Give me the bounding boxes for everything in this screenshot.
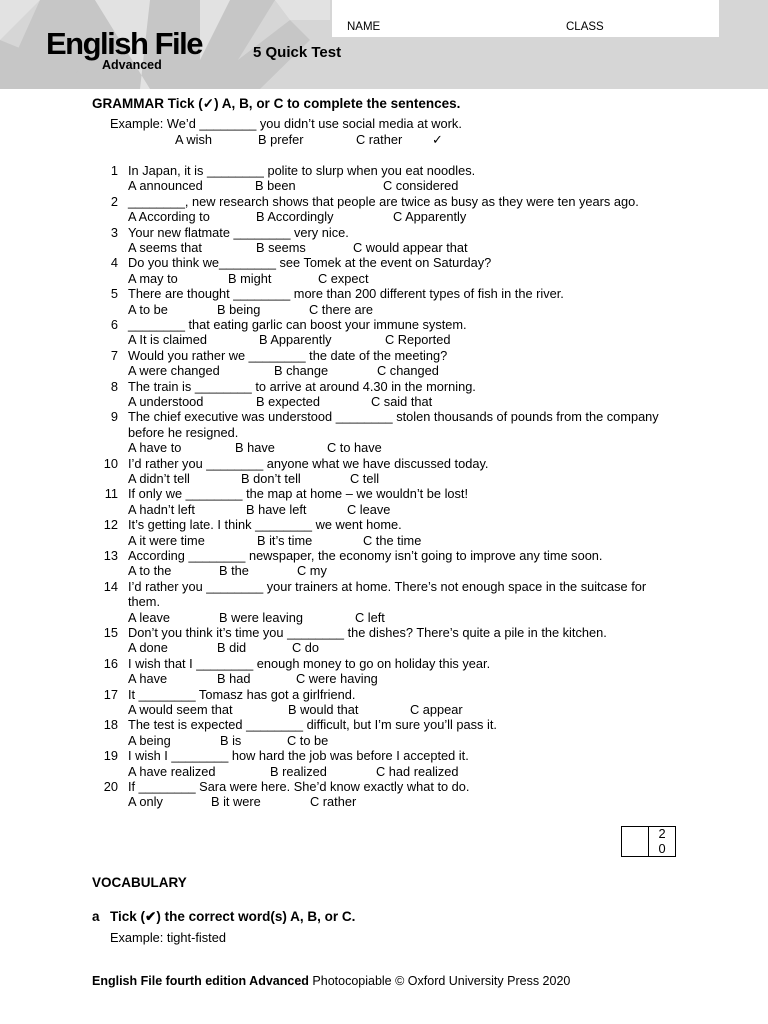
question-item	[0, 409, 768, 455]
option-a[interactable]: A being	[128, 732, 171, 748]
question-number: 1	[110, 163, 118, 178]
option-c[interactable]: C tell	[350, 470, 380, 486]
logo-subtitle: Advanced	[102, 58, 162, 72]
test-title: 5 Quick Test	[253, 44, 342, 61]
question-number: 18	[103, 717, 118, 733]
question-list	[0, 163, 768, 810]
vocabulary-example: Example: tight-fisted	[110, 930, 226, 945]
logo-title: English File	[46, 26, 202, 61]
question-text: I wish that I ________ enough money to go on holiday this year.	[128, 655, 491, 671]
option-b[interactable]: B have	[235, 440, 275, 456]
option-b[interactable]: B did	[217, 640, 247, 656]
question-item	[0, 379, 768, 410]
question-item	[0, 348, 768, 379]
question-number: 12	[103, 517, 118, 533]
option-c[interactable]: C left	[355, 609, 385, 625]
question-item	[0, 517, 768, 548]
option-c[interactable]: C rather	[310, 794, 357, 810]
option-a[interactable]: A It is claimed	[128, 332, 207, 348]
option-a[interactable]: A to the	[128, 563, 172, 579]
question-text: The chief executive was understood ________ stolen thousands of pounds from the company before he resigned.	[128, 409, 659, 440]
question-item	[0, 225, 768, 256]
answer-options	[128, 209, 768, 224]
page-footer	[92, 975, 570, 988]
answer-options	[128, 363, 768, 378]
option-c[interactable]: C changed	[377, 363, 439, 379]
question-item	[0, 286, 768, 317]
option-c[interactable]: C to have	[327, 440, 382, 456]
answer-options	[128, 764, 768, 779]
question-item	[0, 255, 768, 286]
question-item	[0, 779, 768, 810]
option-c[interactable]: C there are	[309, 301, 374, 317]
option-a[interactable]: A announced	[128, 178, 203, 194]
option-b[interactable]: B were leaving	[219, 609, 303, 625]
score-box	[621, 826, 676, 857]
question-number: 19	[103, 748, 118, 764]
question-number: 20	[103, 778, 118, 794]
option-a[interactable]: A it were time	[128, 532, 205, 548]
question-item	[0, 717, 768, 748]
question-number: 15	[103, 624, 118, 640]
question-text: It ________ Tomasz has got a girlfriend.	[128, 686, 356, 702]
option-c[interactable]: C said that	[371, 393, 433, 409]
question-item	[0, 687, 768, 718]
question-number: 10	[103, 455, 118, 471]
answer-options	[128, 794, 768, 809]
question-text: In Japan, it is ________ polite to slurp when you eat noodles.	[128, 163, 476, 178]
question-text: Don’t you think it’s time you ________ the dishes? There’s quite a pile in the kitchen.	[128, 624, 607, 640]
option-a[interactable]: A didn’t tell	[128, 470, 190, 486]
question-item	[0, 748, 768, 779]
question-text: I wish I ________ how hard the job was before I accepted it.	[128, 748, 469, 764]
answer-options	[128, 610, 768, 625]
answer-options	[128, 671, 768, 686]
option-c[interactable]: C expect	[318, 270, 369, 286]
answer-options	[128, 533, 768, 548]
answer-options	[128, 394, 768, 409]
answer-options	[128, 332, 768, 347]
score-input-box[interactable]	[621, 826, 649, 857]
question-number: 9	[110, 409, 118, 425]
footer-title: English File fourth edition Advanced	[92, 974, 309, 988]
question-text: I’d rather you ________ your trainers at home. There’s not enough space in the suitcase for them.	[128, 578, 647, 610]
answer-options	[128, 733, 768, 748]
grammar-heading: GRAMMAR Tick (✓) A, B, or C to complete the sentences.	[92, 96, 461, 111]
vocabulary-instruction: Tick (✔) the correct word(s) A, B, or C.	[110, 909, 356, 924]
score-total: 20	[648, 826, 676, 857]
question-number: 6	[110, 316, 118, 332]
question-number: 17	[103, 686, 118, 702]
option-b[interactable]: B had	[217, 671, 251, 687]
option-b[interactable]: B would that	[288, 701, 359, 717]
option-c[interactable]: C leave	[347, 501, 391, 517]
option-a[interactable]: A may to	[128, 270, 178, 286]
option-b[interactable]: B realized	[270, 763, 327, 779]
question-text: It’s getting late. I think ________ we went home.	[128, 517, 402, 533]
option-b[interactable]: B it’s time	[257, 532, 313, 548]
answer-options	[128, 702, 768, 717]
option-b[interactable]: B might	[228, 270, 272, 286]
option-a[interactable]: A would seem that	[128, 701, 233, 717]
question-number: 7	[110, 347, 118, 363]
question-text: According ________ newspaper, the economy isn’t going to improve any time soon.	[128, 547, 603, 563]
vocabulary-heading: VOCABULARY	[92, 875, 187, 890]
question-text: I’d rather you ________ anyone what we have discussed today.	[128, 455, 489, 471]
question-item	[0, 486, 768, 517]
question-item	[0, 548, 768, 579]
option-c[interactable]: C Reported	[385, 332, 451, 348]
option-c[interactable]: C the time	[363, 532, 422, 548]
option-c[interactable]: C appear	[410, 701, 463, 717]
page-header	[0, 0, 768, 89]
question-item	[0, 625, 768, 656]
question-text: ________, new research shows that people are twice as busy as they were ten years ago.	[128, 193, 639, 209]
option-a[interactable]: A leave	[128, 609, 170, 625]
question-text: There are thought ________ more than 200 different types of fish in the river.	[128, 286, 564, 302]
option-a[interactable]: A have	[128, 671, 168, 687]
answer-options	[128, 240, 768, 255]
class-label: CLASS	[566, 21, 604, 33]
option-a[interactable]: A seems that	[128, 240, 202, 255]
question-item	[0, 456, 768, 487]
question-number: 5	[110, 286, 118, 302]
question-item	[0, 317, 768, 348]
option-a[interactable]: A have to	[128, 440, 182, 456]
option-a[interactable]: A According to	[128, 209, 210, 225]
option-b[interactable]: B seems	[256, 240, 306, 255]
option-b[interactable]: B change	[274, 363, 329, 379]
question-text: Your new flatmate ________ very nice.	[128, 224, 349, 240]
option-a[interactable]: A understood	[128, 393, 204, 409]
name-class-box	[332, 0, 719, 37]
option-b[interactable]: B the	[219, 563, 249, 579]
option-a[interactable]: A have realized	[128, 763, 216, 779]
question-text: Would you rather we ________ the date of the meeting?	[128, 347, 448, 363]
answer-options	[128, 302, 768, 317]
option-b[interactable]: B is	[220, 732, 242, 748]
example-tick-icon: ✓	[432, 132, 443, 147]
question-number: 16	[103, 655, 118, 671]
question-number: 11	[104, 486, 118, 502]
question-text: ________ that eating garlic can boost your immune system.	[128, 316, 467, 332]
footer-copyright: Photocopiable © Oxford University Press 2020	[312, 974, 571, 988]
name-label: NAME	[347, 21, 381, 33]
answer-options	[128, 271, 768, 286]
question-number: 2	[110, 193, 118, 209]
question-item	[0, 163, 768, 194]
option-b[interactable]: B it were	[211, 794, 261, 810]
question-text: Do you think we________ see Tomek at the event on Saturday?	[128, 255, 492, 271]
answer-options	[128, 178, 768, 193]
option-c[interactable]: C were having	[296, 671, 378, 687]
question-text: If ________ Sara were here. She’d know exactly what to do.	[128, 778, 470, 794]
option-c[interactable]: C Apparently	[393, 209, 467, 225]
example-option-a: A wish	[175, 132, 212, 147]
option-c[interactable]: C considered	[383, 178, 459, 194]
option-b[interactable]: B have left	[246, 501, 307, 517]
question-text: If only we ________ the map at home – we wouldn’t be lost!	[128, 486, 469, 502]
question-number: 4	[110, 255, 118, 271]
example-option-b: B prefer	[258, 132, 304, 147]
option-a[interactable]: A only	[128, 794, 163, 810]
question-number: 13	[103, 547, 118, 563]
example-sentence: Example: We’d ________ you didn’t use social media at work.	[110, 116, 462, 131]
question-item	[0, 579, 768, 625]
answer-options	[128, 440, 768, 455]
option-c[interactable]: C would appear that	[353, 240, 468, 255]
answer-options	[128, 502, 768, 517]
option-b[interactable]: B being	[217, 301, 261, 317]
option-b[interactable]: B Apparently	[259, 332, 332, 348]
option-b[interactable]: B Accordingly	[256, 209, 334, 225]
question-item	[0, 194, 768, 225]
answer-options	[128, 563, 768, 578]
option-a[interactable]: A to be	[128, 301, 168, 317]
question-number: 8	[110, 378, 118, 394]
answer-options	[128, 640, 768, 655]
question-number: 14	[103, 578, 118, 594]
option-c[interactable]: C do	[292, 640, 320, 656]
question-item	[0, 656, 768, 687]
option-a[interactable]: A done	[128, 640, 168, 656]
question-text: The test is expected ________ difficult, but I’m sure you’ll pass it.	[128, 717, 497, 733]
question-text: The train is ________ to arrive at around 4.30 in the morning.	[128, 378, 476, 394]
option-a[interactable]: A were changed	[128, 363, 220, 379]
question-number: 3	[110, 224, 118, 240]
option-c[interactable]: C had realized	[376, 763, 459, 779]
option-a[interactable]: A hadn’t left	[128, 501, 195, 517]
example-option-c: C rather	[356, 132, 403, 147]
option-c[interactable]: C to be	[287, 732, 329, 748]
option-b[interactable]: B been	[255, 178, 296, 194]
option-c[interactable]: C my	[297, 563, 327, 579]
answer-options	[128, 471, 768, 486]
option-b[interactable]: B expected	[256, 393, 321, 409]
vocabulary-part-letter: a	[92, 909, 100, 924]
option-b[interactable]: B don’t tell	[241, 470, 301, 486]
